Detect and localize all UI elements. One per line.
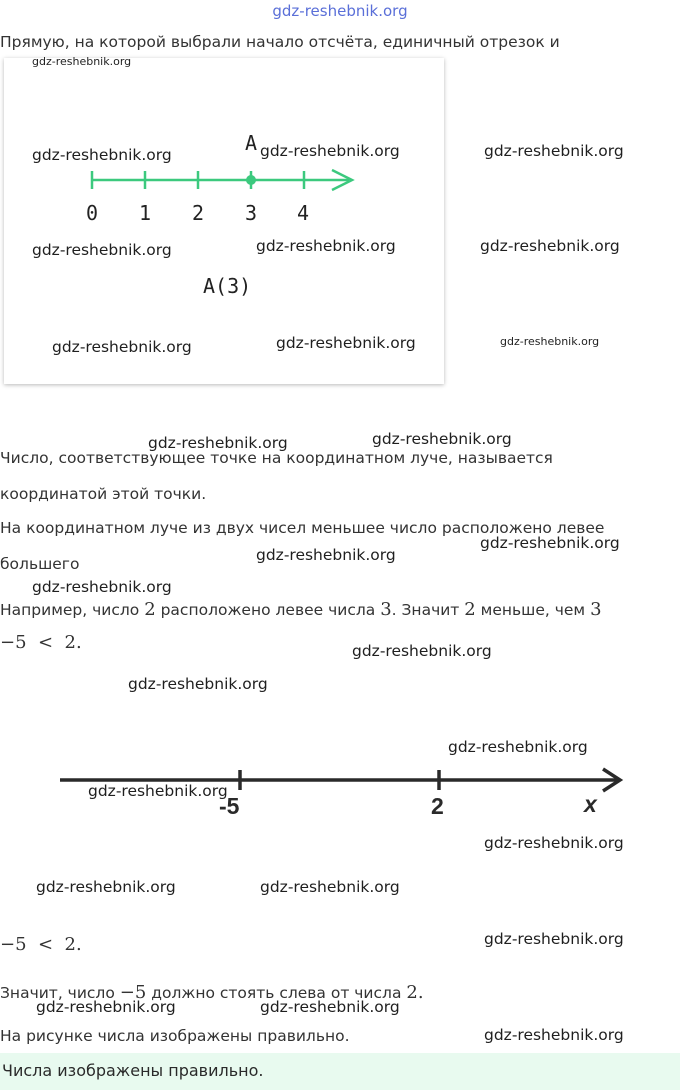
watermark: gdz-reshebnik.org xyxy=(448,738,588,756)
conclusion-text-1: Значит, число xyxy=(0,984,115,1002)
example-text-4: меньше, чем xyxy=(480,601,586,619)
watermark: gdz-reshebnik.org xyxy=(276,334,416,352)
example-num-d: 3 xyxy=(590,599,602,620)
example-num-c: 2 xyxy=(464,599,476,620)
conclusion-num: −5 xyxy=(119,982,147,1003)
watermark: gdz-reshebnik.org xyxy=(500,335,600,348)
number-line-axis-name: x xyxy=(584,791,597,817)
watermark: gdz-reshebnik.org xyxy=(352,642,492,660)
example-text-3: . Значит xyxy=(391,601,460,619)
watermark: gdz-reshebnik.org xyxy=(148,434,288,452)
intro-line: Прямую, на которой выбрали начало отсчёта, единичный отрезок и xyxy=(0,33,560,51)
watermark: gdz-reshebnik.org xyxy=(128,675,268,693)
ray-tick-label-4: 4 xyxy=(297,201,310,225)
ray-tick-label-1: 1 xyxy=(139,201,152,225)
answer-box xyxy=(0,1053,680,1090)
watermark: gdz-reshebnik.org xyxy=(32,55,132,68)
answer-text: Числа изображены правильно. xyxy=(2,1061,264,1080)
watermark: gdz-reshebnik.org xyxy=(484,834,624,852)
conclusion-num-2: 2. xyxy=(406,982,424,1003)
watermark: gdz-reshebnik.org xyxy=(32,146,172,164)
ray-tick-label-3: 3 xyxy=(245,201,258,225)
example-num-b: 3 xyxy=(380,599,392,620)
watermark: gdz-reshebnik.org xyxy=(52,338,192,356)
watermark: gdz-reshebnik.org xyxy=(256,546,396,564)
example-line xyxy=(0,599,602,620)
example-text-2: расположено левее числа xyxy=(160,601,376,619)
number-line-label-2: 2 xyxy=(431,793,444,819)
conclusion-text-2: должно стоять слева от числа xyxy=(151,984,402,1002)
watermark: gdz-reshebnik.org xyxy=(484,1026,624,1044)
paragraph-4: большего xyxy=(0,555,80,573)
watermark: gdz-reshebnik.org xyxy=(36,998,176,1016)
watermark: gdz-reshebnik.org xyxy=(88,782,228,800)
ray-tick-label-0: 0 xyxy=(86,201,99,225)
watermark: gdz-reshebnik.org xyxy=(32,578,172,596)
inequality-2: −5 < 2. xyxy=(0,934,82,955)
watermark: gdz-reshebnik.org xyxy=(484,930,624,948)
number-line-label-neg5: -5 xyxy=(219,793,240,819)
paragraph-3: На координатном луче из двух чисел меньшее число расположено левее xyxy=(0,519,605,537)
ray-tick-label-2: 2 xyxy=(192,201,205,225)
watermark: gdz-reshebnik.org xyxy=(260,142,400,160)
watermark: gdz-reshebnik.org xyxy=(372,430,512,448)
site-header[interactable]: gdz-reshebnik.org xyxy=(272,2,408,20)
paragraph-1: Число, соответствующее точке на координатном луче, называется xyxy=(0,449,553,467)
inequality-1: −5 < 2. xyxy=(0,632,82,653)
watermark: gdz-reshebnik.org xyxy=(32,241,172,259)
watermark: gdz-reshebnik.org xyxy=(480,237,620,255)
watermark: gdz-reshebnik.org xyxy=(36,878,176,896)
watermark: gdz-reshebnik.org xyxy=(256,237,396,255)
final-line: На рисунке числа изображены правильно. xyxy=(0,1027,350,1045)
watermark: gdz-reshebnik.org xyxy=(480,534,620,552)
paragraph-2: координатой этой точки. xyxy=(0,485,207,503)
watermark: gdz-reshebnik.org xyxy=(260,998,400,1016)
watermark: gdz-reshebnik.org xyxy=(484,142,624,160)
point-a-dot xyxy=(246,175,256,185)
example-num-a: 2 xyxy=(144,599,156,620)
example-text-1: Например, число xyxy=(0,601,140,619)
point-a-name: A xyxy=(245,131,258,155)
point-a-coordinate: A(3) xyxy=(203,274,252,298)
watermark: gdz-reshebnik.org xyxy=(260,878,400,896)
